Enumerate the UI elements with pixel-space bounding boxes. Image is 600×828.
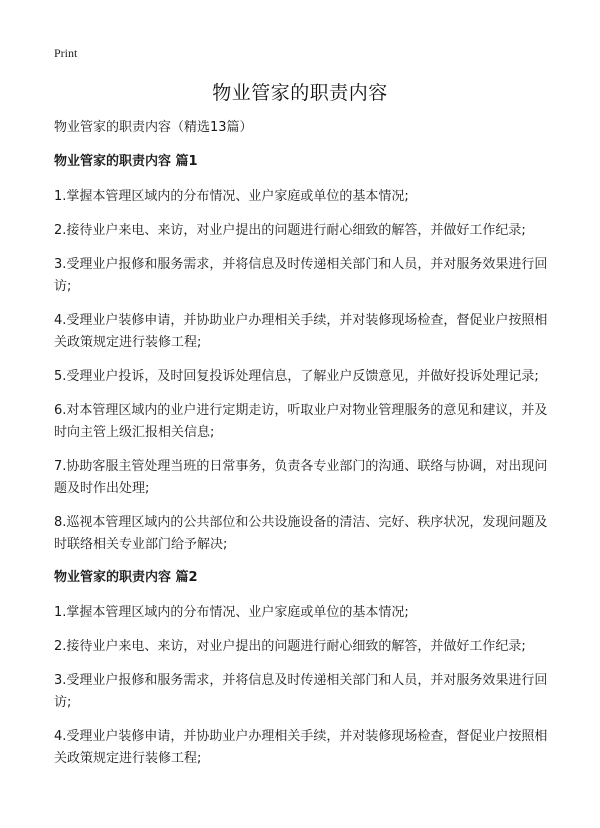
list-item: 2.接待业户来电、来访，对业户提出的问题进行耐心细致的解答，并做好工作纪录;: [54, 223, 526, 238]
list-item: 3.受理业户报修和服务需求，并将信息及时传递相关部门和人员，并对服务效果进行回访;: [54, 257, 548, 294]
list-item: 1.掌握本管理区域内的分布情况、业户家庭或单位的基本情况;: [54, 189, 409, 204]
list-item: 8.巡视本管理区域内的公共部位和公共设施设备的清洁、完好、秩序状况，发现问题及时联络相关专业部门给予解决;: [54, 515, 548, 552]
section-heading: 物业管家的职责内容 篇1: [54, 154, 198, 169]
list-item: 5.受理业户投诉，及时回复投诉处理信息，了解业户反馈意见，并做好投诉处理记录;: [54, 369, 539, 384]
section-1: [54, 152, 548, 556]
list-item: 2.接待业户来电、来访，对业户提出的问题进行耐心细致的解答，并做好工作纪录;: [54, 639, 526, 654]
list-item: 1.掌握本管理区域内的分布情况、业户家庭或单位的基本情况;: [54, 605, 409, 620]
print-label[interactable]: Print: [54, 46, 78, 60]
list-item: 6.对本管理区域内的业户进行定期走访，听取业户对物业管理服务的意见和建议，并及时向主管上级汇报相关信息;: [54, 403, 548, 440]
page-title: 物业管家的职责内容: [212, 82, 388, 104]
list-item: 4.受理业户装修申请，并协助业户办理相关手续，并对装修现场检查，督促业户按照相关政策规定进行装修工程;: [54, 729, 548, 766]
section-heading: 物业管家的职责内容 篇2: [54, 570, 198, 585]
list-item: 4.受理业户装修申请，并协助业户办理相关手续，并对装修现场检查，督促业户按照相关政策规定进行装修工程;: [54, 313, 548, 350]
section-2: [54, 568, 548, 770]
list-item: 3.受理业户报修和服务需求，并将信息及时传递相关部门和人员，并对服务效果进行回访;: [54, 673, 548, 710]
document-subtitle: 物业管家的职责内容（精选13篇）: [54, 120, 253, 135]
document-body: [54, 118, 548, 782]
list-item: 7.协助客服主管处理当班的日常事务，负责各专业部门的沟通、联络与协调，对出现问题及时作出处理;: [54, 459, 548, 496]
